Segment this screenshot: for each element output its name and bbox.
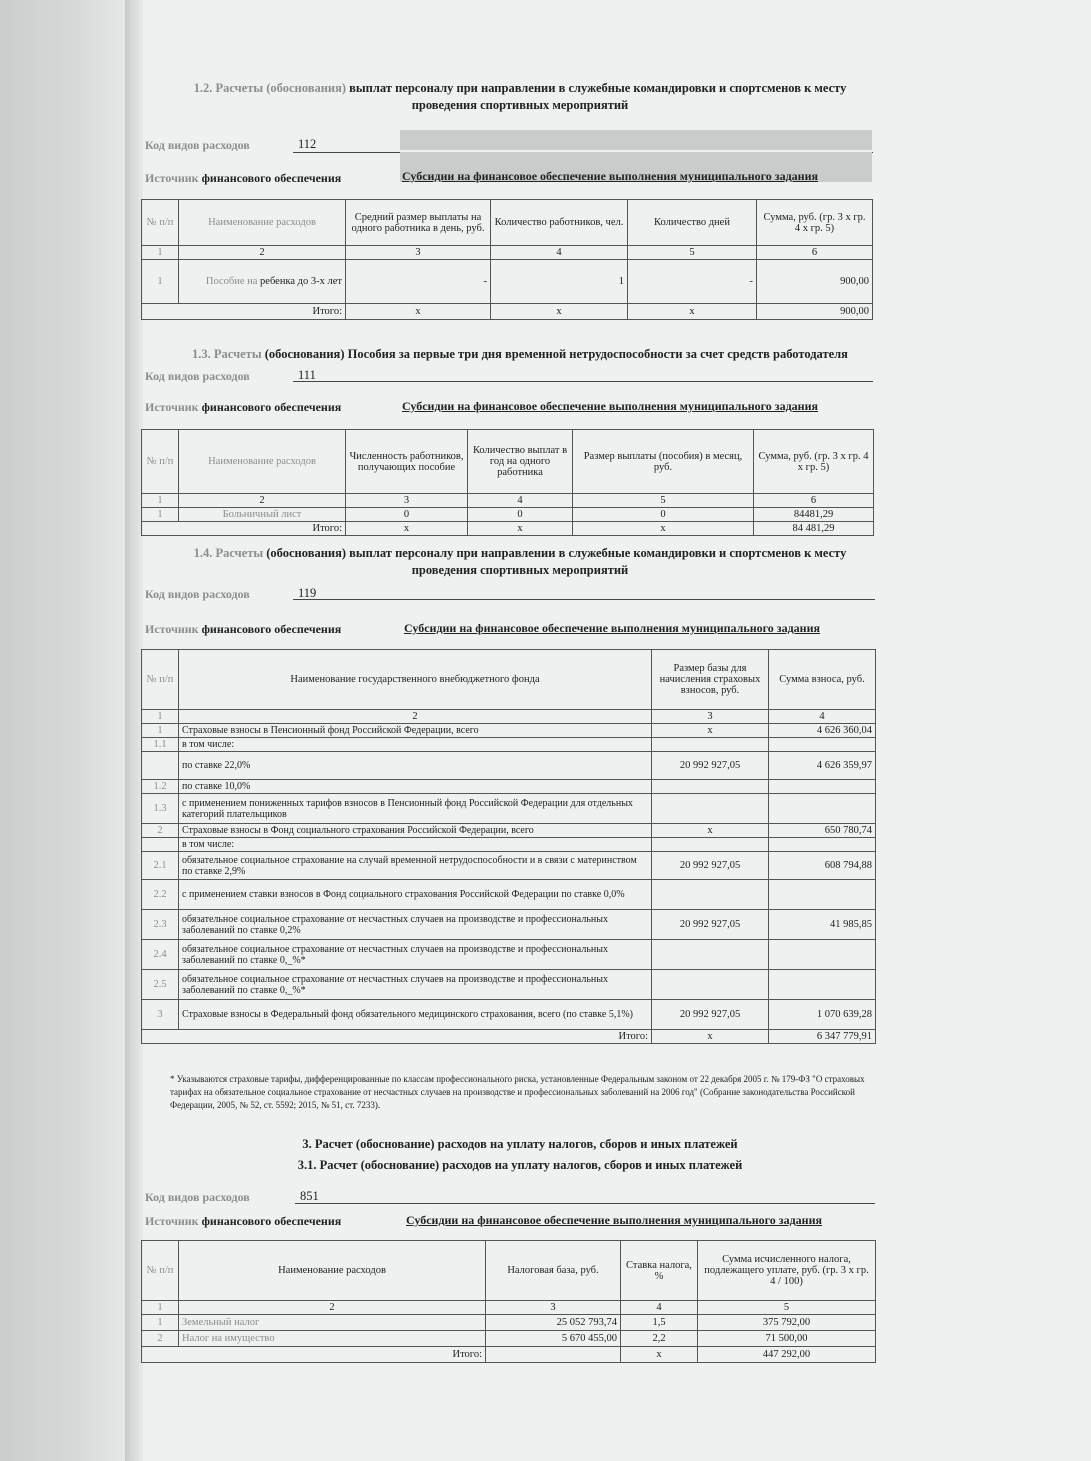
- table-row: 1 Больничный лист 0 0 0 84481,29: [142, 508, 874, 522]
- s3-code: 119: [298, 586, 317, 600]
- s1-n1: 2: [179, 246, 346, 260]
- s4-h1: Наименование расходов: [179, 1241, 486, 1301]
- s3-code-line: [293, 599, 875, 600]
- s4-h4: Сумма исчисленного налога, подлежащего уплате, руб. (гр. 3 х гр. 4 / 100): [698, 1241, 876, 1301]
- s2-h2: Численность работников, получающих пособие: [346, 430, 468, 494]
- s2-source-label: Источник финансового обеспечения: [145, 400, 342, 414]
- s2-h3: Количество выплат в год на одного работника: [468, 430, 573, 494]
- s1-h4: Количество дней: [628, 200, 757, 246]
- s4-table: № п/п Наименование расходов Налоговая база, руб. Ставка налога, % Сумма исчисленного налога, подлежащего уплате, руб. (гр. 3 х гр. 4 / 100) 1 2 3 4 5 1 Земельный налог 25 052 793,74 1,5 375 792,00 2 Налог на имущество 5 670 455,00 2,2 71 500,00 Итого: х 447 292,00: [141, 1240, 876, 1363]
- s1-h1: Наименование расходов: [179, 200, 346, 246]
- table-row: 1.1 в том числе:: [142, 738, 876, 752]
- s1-n3: 4: [491, 246, 628, 260]
- s1-table: [141, 199, 873, 320]
- s1-h2: Средний размер выплаты на одного работника в день, руб.: [346, 200, 491, 246]
- s4-subtitle: 3.1. Расчет (обоснование) расходов на уплату налогов, сборов и иных платежей: [297, 1158, 743, 1172]
- total-row: Итого: х 447 292,00: [142, 1347, 876, 1363]
- s2-h4: Размер выплаты (пособия) в месяц, руб.: [573, 430, 754, 494]
- table-row: по ставке 22,0% 20 992 927,05 4 626 359,97: [142, 752, 876, 780]
- table-row: 2.1 обязательное социальное страхование на случай временной нетрудоспособности и в связи с материнством по ставке 2,9% 20 992 927,05 608 794,88: [142, 852, 876, 880]
- s3-h2: Размер базы для начисления страховых взносов, руб.: [652, 650, 769, 710]
- s1-code-label: Код видов расходов: [145, 138, 250, 152]
- s3-h1: Наименование государственного внебюджетного фонда: [179, 650, 652, 710]
- s4-code: 851: [300, 1189, 319, 1203]
- s2-code-label: Код видов расходов: [145, 369, 250, 383]
- s1-n4: 5: [628, 246, 757, 260]
- s1-n0: 1: [142, 246, 179, 260]
- s4-source: Субсидии на финансовое обеспечение выполнения муниципального задания: [406, 1213, 822, 1227]
- table-row: 2 Страховые взносы в Фонд социального страхования Российской Федерации, всего х 650 780,74: [142, 824, 876, 838]
- s1-code: 112: [298, 137, 317, 151]
- s4-code-line: [295, 1203, 875, 1204]
- s4-title: 3. Расчет (обоснование) расходов на уплату налогов, сборов и иных платежей: [302, 1137, 738, 1151]
- s4-code-label: Код видов расходов: [145, 1190, 250, 1204]
- s3-table: № п/п Наименование государственного внебюджетного фонда Размер базы для начисления страховых взносов, руб. Сумма взноса, руб. 1 2 3 4 1 Страховые взносы в Пенсионный фонд Российской Федерации, всего х 4 626 360,04 1.1 в том числе: по ставке 22,0% 20 992 927,05 4 626 359,97 1.2 по ставке 10,0% 1.3 с применением пониженных тарифов взносов в Пенсионный фонд Российской Федерации для отдельных категорий плательщиков 2 Страховые взносы в Фонд социального страхования Российской Федерации, всего х 650 780,74 в том числе: 2.1 обязательное социальное страхование на случай временной нетрудоспособности и в связи с материнством по ставке 2,9% 20 992 927,05 608 794,88 2.2 с применением ставки взносов в Фонд социального страхования Российской Федерации по ставке 0,0% 2.3 обязательное социальное страхование от несчастных случаев на производстве и профессиональных заболеваний по ставке 0,2% 20 992 927,05 41 985,85 2.4 обязательное социальное страхование от несчастных случаев на производстве и профессиональных заболеваний по ставке 0,_%* 2.5 обязательное социальное страхование от несчастных случаев на производстве и профессиональных заболеваний по ставке 0,_%* 3 Страховые взносы в Федеральный фонд обязательного медицинского страхования, всего (по ставке 5,1%) 20 992 927,05 1 070 639,28 Итого: х 6 347 779,91: [141, 649, 876, 1044]
- table-row: 1.3 с применением пониженных тарифов взносов в Пенсионный фонд Российской Федерации для отдельных категорий плательщиков: [142, 794, 876, 824]
- s2-table: № п/п Наименование расходов Численность работников, получающих пособие Количество выплат в год на одного работника Размер выплаты (пособия) в месяц, руб. Сумма, руб. (гр. 3 х гр. 4 х гр. 5) 1 2 3 4 5 6 1 Больничный лист 0 0 0 84481,29 Итого: х х х 84 481,29: [141, 429, 874, 536]
- table-row: 1 Пособие на ребенка до 3-х лет - 1 - 900,00: [142, 260, 873, 304]
- s3-source-label: Источник финансового обеспечения: [145, 622, 342, 636]
- s3-title: 1.4. Расчеты (обоснования) выплат персоналу при направлении в служебные командировки и спортсменов к месту проведения спортивных мероприятий: [193, 546, 847, 577]
- s3-footnote: * Указываются страховые тарифы, дифференцированные по классам профессионального риска, установленные Федеральным законом от 22 декабря 2005 г. № 179-ФЗ "О страховых тарифах на обязательное социальное страхование от несчастных случаев на производстве и профессиональных заболеваний на 2006 год" (Собрание законодательства Российской Федерации, 2005, № 52, ст. 5592; 2015, № 51, ст. 7233).: [170, 1074, 865, 1110]
- s2-title: 1.3. Расчеты (обоснования) Пособия за первые три дня временной нетрудоспособности за счет средств работодателя: [192, 347, 848, 361]
- s4-source-label: Источник финансового обеспечения: [145, 1214, 342, 1228]
- table-row: 3 Страховые взносы в Федеральный фонд обязательного медицинского страхования, всего (по ставке 5,1%) 20 992 927,05 1 070 639,28: [142, 1000, 876, 1030]
- s2-h0: № п/п: [142, 430, 179, 494]
- s2-h1: Наименование расходов: [179, 430, 346, 494]
- s3-source: Субсидии на финансовое обеспечение выполнения муниципального задания: [404, 621, 820, 635]
- table-row: 1.2 по ставке 10,0%: [142, 780, 876, 794]
- table-row: 2.3 обязательное социальное страхование от несчастных случаев на производстве и профессиональных заболеваний по ставке 0,2% 20 992 927,05 41 985,85: [142, 910, 876, 940]
- s1-h5: Сумма, руб. (гр. 3 х гр. 4 х гр. 5): [757, 200, 873, 246]
- total-row: Итого: х х х 84 481,29: [142, 522, 874, 536]
- s3-h3: Сумма взноса, руб.: [769, 650, 876, 710]
- table-row: 2.4 обязательное социальное страхование от несчастных случаев на производстве и профессиональных заболеваний по ставке 0,_%*: [142, 940, 876, 970]
- s2-code-line: [293, 381, 873, 382]
- s1-source: Субсидии на финансовое обеспечение выполнения муниципального задания: [402, 169, 818, 183]
- s2-code: 111: [298, 368, 316, 382]
- s1-n2: 3: [346, 246, 491, 260]
- table-row: 2.2 с применением ставки взносов в Фонд социального страхования Российской Федерации по ставке 0,0%: [142, 880, 876, 910]
- s1-h3: Количество работников, чел.: [491, 200, 628, 246]
- table-row: 1 Страховые взносы в Пенсионный фонд Российской Федерации, всего х 4 626 360,04: [142, 724, 876, 738]
- s1-title: 1.2. Расчеты (обоснования) выплат персоналу при направлении в служебные командировки и спортсменов к месту проведения спортивных мероприятий: [193, 81, 847, 112]
- s3-code-label: Код видов расходов: [145, 587, 250, 601]
- s4-h0: № п/п: [142, 1241, 179, 1301]
- s1-n5: 6: [757, 246, 873, 260]
- s1-source-label: Источник финансового обеспечения: [145, 171, 342, 185]
- table-row: 2 Налог на имущество 5 670 455,00 2,2 71 500,00: [142, 1331, 876, 1347]
- s3-h0: № п/п: [142, 650, 179, 710]
- s2-h5: Сумма, руб. (гр. 3 х гр. 4 х гр. 5): [754, 430, 874, 494]
- total-row: Итого: х х х 900,00: [142, 304, 873, 320]
- s4-h2: Налоговая база, руб.: [486, 1241, 621, 1301]
- s4-h3: Ставка налога, %: [621, 1241, 698, 1301]
- table-row: 1 Земельный налог 25 052 793,74 1,5 375 792,00: [142, 1315, 876, 1331]
- table-row: 2.5 обязательное социальное страхование от несчастных случаев на производстве и профессиональных заболеваний по ставке 0,_%*: [142, 970, 876, 1000]
- s2-source: Субсидии на финансовое обеспечение выполнения муниципального задания: [402, 399, 818, 413]
- total-row: Итого: х 6 347 779,91: [142, 1030, 876, 1044]
- s1-h0: № п/п: [142, 200, 179, 246]
- table-row: в том числе:: [142, 838, 876, 852]
- s1-code-shade: [400, 130, 872, 150]
